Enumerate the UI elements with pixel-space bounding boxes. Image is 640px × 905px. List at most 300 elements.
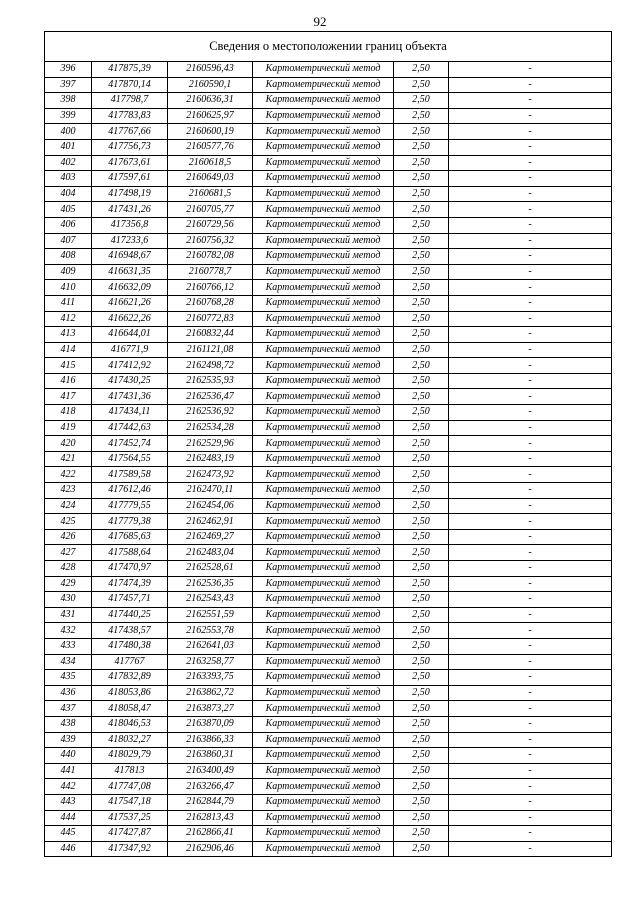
point-number-cell: 430: [45, 592, 92, 608]
y-coordinate-cell: 2163400,49: [168, 763, 253, 779]
table-row: [45, 638, 612, 654]
accuracy-cell: 2,50: [394, 451, 449, 467]
method-cell: Картометрический метод: [253, 732, 394, 748]
y-coordinate-cell: 2163266,47: [168, 779, 253, 795]
description-cell: -: [449, 93, 612, 109]
y-coordinate-cell: 2160768,28: [168, 295, 253, 311]
description-cell: -: [449, 451, 612, 467]
description-cell: -: [449, 358, 612, 374]
description-cell: -: [449, 233, 612, 249]
boundary-coordinates-table: [44, 31, 612, 857]
table-row: [45, 716, 612, 732]
table-body: [45, 62, 612, 857]
x-coordinate-cell: 417457,71: [92, 592, 168, 608]
description-cell: -: [449, 342, 612, 358]
x-coordinate-cell: 417442,63: [92, 420, 168, 436]
table-row: [45, 545, 612, 561]
point-number-cell: 424: [45, 498, 92, 514]
description-cell: -: [449, 592, 612, 608]
y-coordinate-cell: 2162844,79: [168, 794, 253, 810]
description-cell: -: [449, 139, 612, 155]
accuracy-cell: 2,50: [394, 373, 449, 389]
method-cell: Картометрический метод: [253, 545, 394, 561]
description-cell: -: [449, 701, 612, 717]
y-coordinate-cell: 2162534,28: [168, 420, 253, 436]
x-coordinate-cell: 417767,66: [92, 124, 168, 140]
accuracy-cell: 2,50: [394, 779, 449, 795]
point-number-cell: 432: [45, 623, 92, 639]
accuracy-cell: 2,50: [394, 217, 449, 233]
y-coordinate-cell: 2163860,31: [168, 748, 253, 764]
accuracy-cell: 2,50: [394, 483, 449, 499]
x-coordinate-cell: 417430,25: [92, 373, 168, 389]
x-coordinate-cell: 417779,38: [92, 514, 168, 530]
accuracy-cell: 2,50: [394, 498, 449, 514]
point-number-cell: 421: [45, 451, 92, 467]
accuracy-cell: 2,50: [394, 62, 449, 78]
x-coordinate-cell: 417431,36: [92, 389, 168, 405]
table-row: [45, 498, 612, 514]
accuracy-cell: 2,50: [394, 732, 449, 748]
method-cell: Картометрический метод: [253, 139, 394, 155]
table-row: [45, 467, 612, 483]
x-coordinate-cell: 416771,9: [92, 342, 168, 358]
point-number-cell: 413: [45, 327, 92, 343]
method-cell: Картометрический метод: [253, 186, 394, 202]
method-cell: Картометрический метод: [253, 716, 394, 732]
method-cell: Картометрический метод: [253, 327, 394, 343]
x-coordinate-cell: 417779,55: [92, 498, 168, 514]
description-cell: -: [449, 529, 612, 545]
method-cell: Картометрический метод: [253, 124, 394, 140]
table-row: [45, 108, 612, 124]
y-coordinate-cell: 2162906,46: [168, 841, 253, 857]
point-number-cell: 425: [45, 514, 92, 530]
point-number-cell: 435: [45, 670, 92, 686]
y-coordinate-cell: 2160766,12: [168, 280, 253, 296]
description-cell: -: [449, 171, 612, 187]
description-cell: -: [449, 545, 612, 561]
table-row: [45, 529, 612, 545]
table-row: [45, 607, 612, 623]
table-row: [45, 763, 612, 779]
point-number-cell: 402: [45, 155, 92, 171]
y-coordinate-cell: 2160600,19: [168, 124, 253, 140]
method-cell: Картометрический метод: [253, 217, 394, 233]
accuracy-cell: 2,50: [394, 716, 449, 732]
point-number-cell: 443: [45, 794, 92, 810]
x-coordinate-cell: 416948,67: [92, 249, 168, 265]
table-row: [45, 436, 612, 452]
point-number-cell: 397: [45, 77, 92, 93]
point-number-cell: 418: [45, 405, 92, 421]
point-number-cell: 441: [45, 763, 92, 779]
accuracy-cell: 2,50: [394, 810, 449, 826]
point-number-cell: 431: [45, 607, 92, 623]
y-coordinate-cell: 2163258,77: [168, 654, 253, 670]
table-row: [45, 841, 612, 857]
point-number-cell: 412: [45, 311, 92, 327]
y-coordinate-cell: 2163393,75: [168, 670, 253, 686]
x-coordinate-cell: 417347,92: [92, 841, 168, 857]
method-cell: Картометрический метод: [253, 607, 394, 623]
method-cell: Картометрический метод: [253, 93, 394, 109]
y-coordinate-cell: 2162813,43: [168, 810, 253, 826]
accuracy-cell: 2,50: [394, 763, 449, 779]
table-row: [45, 826, 612, 842]
table-row: [45, 483, 612, 499]
description-cell: -: [449, 826, 612, 842]
method-cell: Картометрический метод: [253, 483, 394, 499]
table-row: [45, 124, 612, 140]
point-number-cell: 423: [45, 483, 92, 499]
y-coordinate-cell: 2163873,27: [168, 701, 253, 717]
y-coordinate-cell: 2160625,97: [168, 108, 253, 124]
x-coordinate-cell: 417498,19: [92, 186, 168, 202]
table-row: [45, 576, 612, 592]
description-cell: -: [449, 186, 612, 202]
y-coordinate-cell: 2163870,09: [168, 716, 253, 732]
accuracy-cell: 2,50: [394, 623, 449, 639]
accuracy-cell: 2,50: [394, 794, 449, 810]
accuracy-cell: 2,50: [394, 514, 449, 530]
description-cell: -: [449, 654, 612, 670]
point-number-cell: 446: [45, 841, 92, 857]
table-row: [45, 139, 612, 155]
description-cell: -: [449, 295, 612, 311]
method-cell: Картометрический метод: [253, 264, 394, 280]
accuracy-cell: 2,50: [394, 826, 449, 842]
x-coordinate-cell: 417434,11: [92, 405, 168, 421]
description-cell: -: [449, 716, 612, 732]
table-row: [45, 389, 612, 405]
table-row: [45, 77, 612, 93]
y-coordinate-cell: 2162535,93: [168, 373, 253, 389]
accuracy-cell: 2,50: [394, 233, 449, 249]
accuracy-cell: 2,50: [394, 607, 449, 623]
method-cell: Картометрический метод: [253, 685, 394, 701]
y-coordinate-cell: 2162454,06: [168, 498, 253, 514]
y-coordinate-cell: 2160832,44: [168, 327, 253, 343]
accuracy-cell: 2,50: [394, 280, 449, 296]
description-cell: -: [449, 280, 612, 296]
point-number-cell: 433: [45, 638, 92, 654]
y-coordinate-cell: 2162469,27: [168, 529, 253, 545]
description-cell: -: [449, 685, 612, 701]
point-number-cell: 410: [45, 280, 92, 296]
description-cell: -: [449, 623, 612, 639]
x-coordinate-cell: 417440,25: [92, 607, 168, 623]
description-cell: -: [449, 311, 612, 327]
accuracy-cell: 2,50: [394, 561, 449, 577]
point-number-cell: 404: [45, 186, 92, 202]
page-number: 92: [313, 14, 327, 29]
y-coordinate-cell: 2160681,5: [168, 186, 253, 202]
x-coordinate-cell: 416621,26: [92, 295, 168, 311]
table-row: [45, 295, 612, 311]
table-row: [45, 280, 612, 296]
point-number-cell: 440: [45, 748, 92, 764]
table-row: [45, 93, 612, 109]
method-cell: Картометрический метод: [253, 592, 394, 608]
description-cell: -: [449, 264, 612, 280]
x-coordinate-cell: 417747,08: [92, 779, 168, 795]
y-coordinate-cell: 2162553,78: [168, 623, 253, 639]
accuracy-cell: 2,50: [394, 93, 449, 109]
method-cell: Картометрический метод: [253, 420, 394, 436]
y-coordinate-cell: 2160636,31: [168, 93, 253, 109]
point-number-cell: 428: [45, 561, 92, 577]
method-cell: Картометрический метод: [253, 529, 394, 545]
x-coordinate-cell: 416622,26: [92, 311, 168, 327]
description-cell: -: [449, 202, 612, 218]
description-cell: -: [449, 405, 612, 421]
y-coordinate-cell: 2162462,91: [168, 514, 253, 530]
table-row: [45, 233, 612, 249]
table-row: [45, 405, 612, 421]
y-coordinate-cell: 2160649,03: [168, 171, 253, 187]
point-number-cell: 399: [45, 108, 92, 124]
method-cell: Картометрический метод: [253, 171, 394, 187]
y-coordinate-cell: 2162470,11: [168, 483, 253, 499]
table-row: [45, 171, 612, 187]
table-row: [45, 342, 612, 358]
table-row: [45, 654, 612, 670]
method-cell: Картометрический метод: [253, 670, 394, 686]
x-coordinate-cell: 417612,46: [92, 483, 168, 499]
accuracy-cell: 2,50: [394, 186, 449, 202]
method-cell: Картометрический метод: [253, 701, 394, 717]
x-coordinate-cell: 418053,86: [92, 685, 168, 701]
y-coordinate-cell: 2160590,1: [168, 77, 253, 93]
description-cell: -: [449, 155, 612, 171]
y-coordinate-cell: 2162543,43: [168, 592, 253, 608]
x-coordinate-cell: 417438,57: [92, 623, 168, 639]
y-coordinate-cell: 2163862,72: [168, 685, 253, 701]
table-row: [45, 62, 612, 78]
point-number-cell: 414: [45, 342, 92, 358]
x-coordinate-cell: 416644,01: [92, 327, 168, 343]
method-cell: Картометрический метод: [253, 405, 394, 421]
point-number-cell: 408: [45, 249, 92, 265]
table-row: [45, 685, 612, 701]
x-coordinate-cell: 417597,61: [92, 171, 168, 187]
description-cell: -: [449, 561, 612, 577]
point-number-cell: 398: [45, 93, 92, 109]
accuracy-cell: 2,50: [394, 155, 449, 171]
method-cell: Картометрический метод: [253, 638, 394, 654]
x-coordinate-cell: 417813: [92, 763, 168, 779]
point-number-cell: 444: [45, 810, 92, 826]
point-number-cell: 429: [45, 576, 92, 592]
x-coordinate-cell: 417673,61: [92, 155, 168, 171]
table-row: [45, 451, 612, 467]
description-cell: -: [449, 249, 612, 265]
y-coordinate-cell: 2162483,04: [168, 545, 253, 561]
x-coordinate-cell: 417474,39: [92, 576, 168, 592]
table-row: [45, 810, 612, 826]
table-row: [45, 217, 612, 233]
point-number-cell: 427: [45, 545, 92, 561]
point-number-cell: 445: [45, 826, 92, 842]
table-row: [45, 592, 612, 608]
y-coordinate-cell: 2162473,92: [168, 467, 253, 483]
point-number-cell: 406: [45, 217, 92, 233]
description-cell: -: [449, 638, 612, 654]
x-coordinate-cell: 417233,6: [92, 233, 168, 249]
x-coordinate-cell: 417767: [92, 654, 168, 670]
point-number-cell: 416: [45, 373, 92, 389]
method-cell: Картометрический метод: [253, 295, 394, 311]
x-coordinate-cell: 417431,26: [92, 202, 168, 218]
accuracy-cell: 2,50: [394, 670, 449, 686]
method-cell: Картометрический метод: [253, 233, 394, 249]
table-row: [45, 202, 612, 218]
y-coordinate-cell: 2160772,83: [168, 311, 253, 327]
accuracy-cell: 2,50: [394, 358, 449, 374]
y-coordinate-cell: 2160577,76: [168, 139, 253, 155]
method-cell: Картометрический метод: [253, 373, 394, 389]
table-row: [45, 327, 612, 343]
method-cell: Картометрический метод: [253, 280, 394, 296]
method-cell: Картометрический метод: [253, 654, 394, 670]
method-cell: Картометрический метод: [253, 467, 394, 483]
x-coordinate-cell: 418029,79: [92, 748, 168, 764]
accuracy-cell: 2,50: [394, 685, 449, 701]
table-row: [45, 311, 612, 327]
method-cell: Картометрический метод: [253, 498, 394, 514]
point-number-cell: 407: [45, 233, 92, 249]
y-coordinate-cell: 2160705,77: [168, 202, 253, 218]
y-coordinate-cell: 2160596,43: [168, 62, 253, 78]
y-coordinate-cell: 2162528,61: [168, 561, 253, 577]
point-number-cell: 417: [45, 389, 92, 405]
y-coordinate-cell: 2161121,08: [168, 342, 253, 358]
table-row: [45, 701, 612, 717]
table-row: [45, 732, 612, 748]
method-cell: Картометрический метод: [253, 810, 394, 826]
table-row: [45, 514, 612, 530]
point-number-cell: 422: [45, 467, 92, 483]
y-coordinate-cell: 2163866,33: [168, 732, 253, 748]
point-number-cell: 434: [45, 654, 92, 670]
description-cell: -: [449, 514, 612, 530]
accuracy-cell: 2,50: [394, 77, 449, 93]
method-cell: Картометрический метод: [253, 62, 394, 78]
description-cell: -: [449, 108, 612, 124]
accuracy-cell: 2,50: [394, 389, 449, 405]
y-coordinate-cell: 2162483,19: [168, 451, 253, 467]
x-coordinate-cell: 417452,74: [92, 436, 168, 452]
accuracy-cell: 2,50: [394, 202, 449, 218]
table-row: [45, 561, 612, 577]
description-cell: -: [449, 217, 612, 233]
description-cell: -: [449, 483, 612, 499]
point-number-cell: 437: [45, 701, 92, 717]
y-coordinate-cell: 2160782,08: [168, 249, 253, 265]
x-coordinate-cell: 417547,18: [92, 794, 168, 810]
x-coordinate-cell: 417427,87: [92, 826, 168, 842]
table-row: [45, 155, 612, 171]
method-cell: Картометрический метод: [253, 77, 394, 93]
description-cell: -: [449, 748, 612, 764]
accuracy-cell: 2,50: [394, 576, 449, 592]
x-coordinate-cell: 418058,47: [92, 701, 168, 717]
accuracy-cell: 2,50: [394, 171, 449, 187]
table-row: [45, 623, 612, 639]
method-cell: Картометрический метод: [253, 763, 394, 779]
point-number-cell: 439: [45, 732, 92, 748]
description-cell: -: [449, 576, 612, 592]
method-cell: Картометрический метод: [253, 623, 394, 639]
table-title: Сведения о местоположении границ объекта: [45, 32, 612, 62]
y-coordinate-cell: 2162536,35: [168, 576, 253, 592]
point-number-cell: 409: [45, 264, 92, 280]
point-number-cell: 403: [45, 171, 92, 187]
accuracy-cell: 2,50: [394, 342, 449, 358]
description-cell: -: [449, 498, 612, 514]
point-number-cell: 420: [45, 436, 92, 452]
description-cell: -: [449, 62, 612, 78]
accuracy-cell: 2,50: [394, 420, 449, 436]
method-cell: Картометрический метод: [253, 202, 394, 218]
point-number-cell: 415: [45, 358, 92, 374]
y-coordinate-cell: 2162536,92: [168, 405, 253, 421]
method-cell: Картометрический метод: [253, 358, 394, 374]
accuracy-cell: 2,50: [394, 748, 449, 764]
description-cell: -: [449, 77, 612, 93]
description-cell: -: [449, 732, 612, 748]
x-coordinate-cell: 417870,14: [92, 77, 168, 93]
point-number-cell: 426: [45, 529, 92, 545]
table-row: [45, 794, 612, 810]
method-cell: Картометрический метод: [253, 249, 394, 265]
point-number-cell: 396: [45, 62, 92, 78]
point-number-cell: 400: [45, 124, 92, 140]
accuracy-cell: 2,50: [394, 592, 449, 608]
description-cell: -: [449, 810, 612, 826]
description-cell: -: [449, 607, 612, 623]
method-cell: Картометрический метод: [253, 561, 394, 577]
method-cell: Картометрический метод: [253, 342, 394, 358]
y-coordinate-cell: 2162641,03: [168, 638, 253, 654]
x-coordinate-cell: 417832,89: [92, 670, 168, 686]
method-cell: Картометрический метод: [253, 108, 394, 124]
accuracy-cell: 2,50: [394, 249, 449, 265]
y-coordinate-cell: 2160756,32: [168, 233, 253, 249]
x-coordinate-cell: 417798,7: [92, 93, 168, 109]
x-coordinate-cell: 416632,09: [92, 280, 168, 296]
x-coordinate-cell: 418032,27: [92, 732, 168, 748]
table-row: [45, 249, 612, 265]
accuracy-cell: 2,50: [394, 139, 449, 155]
x-coordinate-cell: 417685,63: [92, 529, 168, 545]
description-cell: -: [449, 327, 612, 343]
accuracy-cell: 2,50: [394, 311, 449, 327]
description-cell: -: [449, 467, 612, 483]
x-coordinate-cell: 417356,8: [92, 217, 168, 233]
table-row: [45, 420, 612, 436]
accuracy-cell: 2,50: [394, 436, 449, 452]
accuracy-cell: 2,50: [394, 545, 449, 561]
y-coordinate-cell: 2162529,96: [168, 436, 253, 452]
method-cell: Картометрический метод: [253, 311, 394, 327]
accuracy-cell: 2,50: [394, 295, 449, 311]
accuracy-cell: 2,50: [394, 327, 449, 343]
accuracy-cell: 2,50: [394, 108, 449, 124]
table-row: [45, 264, 612, 280]
point-number-cell: 405: [45, 202, 92, 218]
